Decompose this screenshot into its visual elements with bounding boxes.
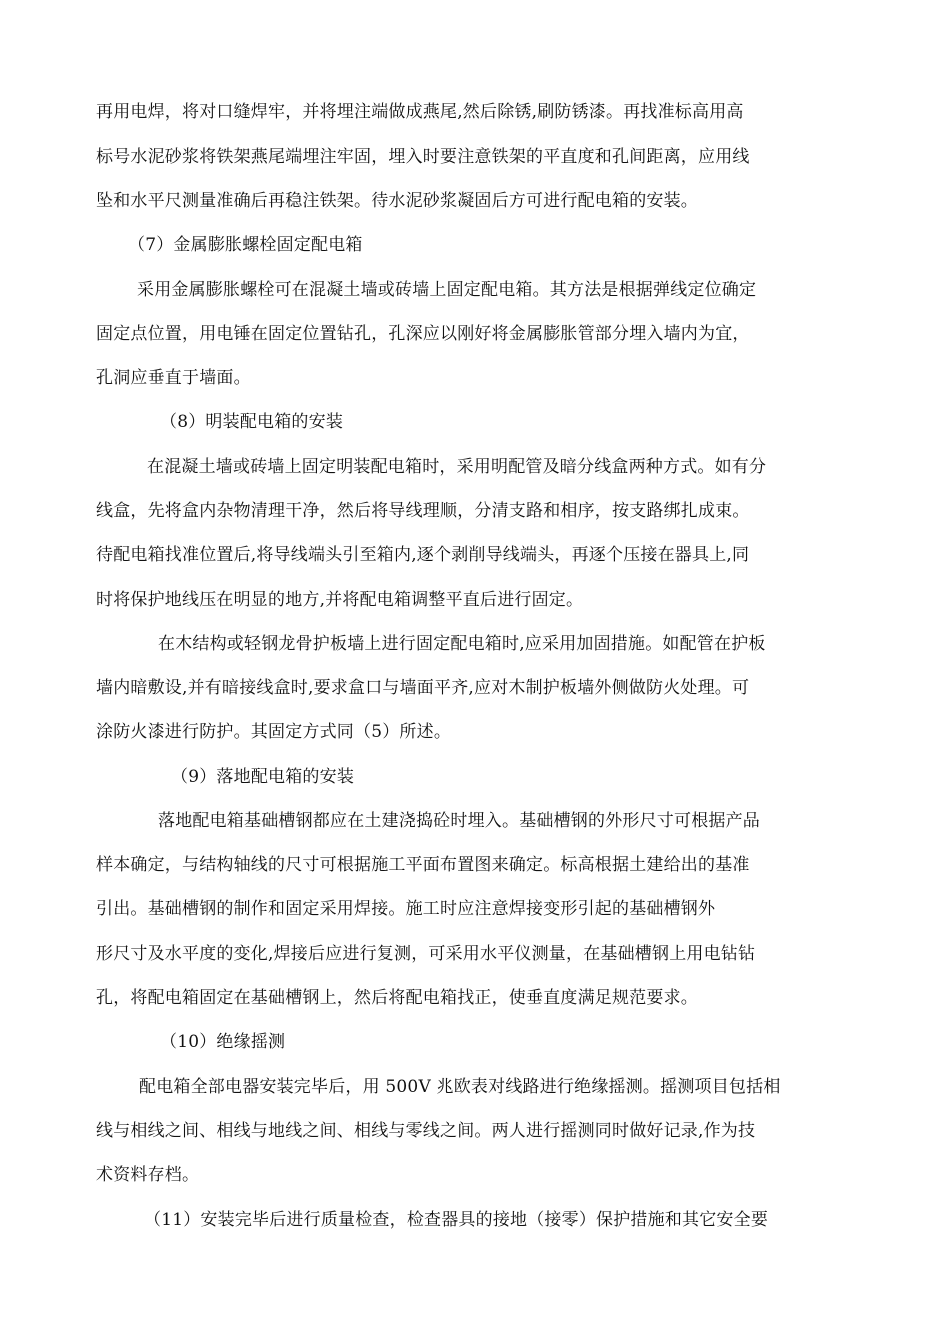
- paragraph-line: 墙内暗敷设,并有暗接线盒时,要求盒口与墙面平齐,应对木制护板墙外侧做防火处理。可: [96, 678, 750, 698]
- paragraph-line: 涂防火漆进行防护。其固定方式同（5）所述。: [96, 722, 452, 742]
- section-heading-8: （8）明装配电箱的安装: [160, 412, 344, 432]
- paragraph-line: 在木结构或轻钢龙骨护板墙上进行固定配电箱时,应采用加固措施。如配管在护板: [158, 634, 766, 654]
- paragraph-line: 线盒，先将盒内杂物清理干净，然后将导线理顺，分清支路和相序，按支路绑扎成束。: [96, 501, 750, 521]
- section-heading-7: （7）金属膨胀螺栓固定配电箱: [128, 235, 363, 255]
- paragraph-line: 固定点位置，用电锤在固定位置钻孔，孔深应以刚好将金属膨胀管部分埋入墙内为宜，: [96, 324, 750, 344]
- paragraph-line: 标号水泥砂浆将铁架燕尾端埋注牢固，埋入时要注意铁架的平直度和孔间距离，应用线: [96, 147, 750, 167]
- section-heading-9: （9）落地配电箱的安装: [171, 767, 355, 787]
- paragraph-line: 线与相线之间、相线与地线之间、相线与零线之间。两人进行摇测同时做好记录,作为技: [96, 1121, 756, 1141]
- paragraph-line: 再用电焊，将对口缝焊牢，并将埋注端做成燕尾,然后除锈,刷防锈漆。再找准标高用高: [96, 102, 744, 122]
- paragraph-line: 形尺寸及水平度的变化,焊接后应进行复测，可采用水平仪测量，在基础槽钢上用电钻钻: [96, 944, 756, 964]
- paragraph-line: 孔，将配电箱固定在基础槽钢上，然后将配电箱找正，使垂直度满足规范要求。: [96, 988, 698, 1008]
- paragraph-line: 配电箱全部电器安装完毕后，用 500V 兆欧表对线路进行绝缘摇测。摇测项目包括相: [139, 1077, 781, 1097]
- paragraph-line: 待配电箱找准位置后,将导线端头引至箱内,逐个剥削导线端头，再逐个压接在器具上,同: [96, 545, 750, 565]
- paragraph-line: 时将保护地线压在明显的地方,并将配电箱调整平直后进行固定。: [96, 590, 584, 610]
- paragraph-line: 引出。基础槽钢的制作和固定采用焊接。施工时应注意焊接变形引起的基础槽钢外: [96, 899, 716, 919]
- paragraph-line: 孔洞应垂直于墙面。: [96, 368, 251, 388]
- paragraph-line: 坠和水平尺测量准确后再稳注铁架。待水泥砂浆凝固后方可进行配电箱的安装。: [96, 191, 698, 211]
- paragraph-line: 落地配电箱基础槽钢都应在土建浇捣砼时埋入。基础槽钢的外形尺寸可根据产品: [158, 811, 760, 831]
- paragraph-line: 样本确定，与结构轴线的尺寸可根据施工平面布置图来确定。标高根据土建给出的基准: [96, 855, 750, 875]
- paragraph-line: 采用金属膨胀螺栓可在混凝土墙或砖墙上固定配电箱。其方法是根据弹线定位确定: [137, 280, 757, 300]
- section-heading-11: （11）安装完毕后进行质量检查，检查器具的接地（接零）保护措施和其它安全要: [144, 1210, 769, 1230]
- section-heading-10: （10）绝缘摇测: [160, 1032, 286, 1052]
- paragraph-line: 术资料存档。: [96, 1165, 200, 1185]
- paragraph-line: 在混凝土墙或砖墙上固定明装配电箱时，采用明配管及暗分线盒两种方式。如有分: [147, 457, 767, 477]
